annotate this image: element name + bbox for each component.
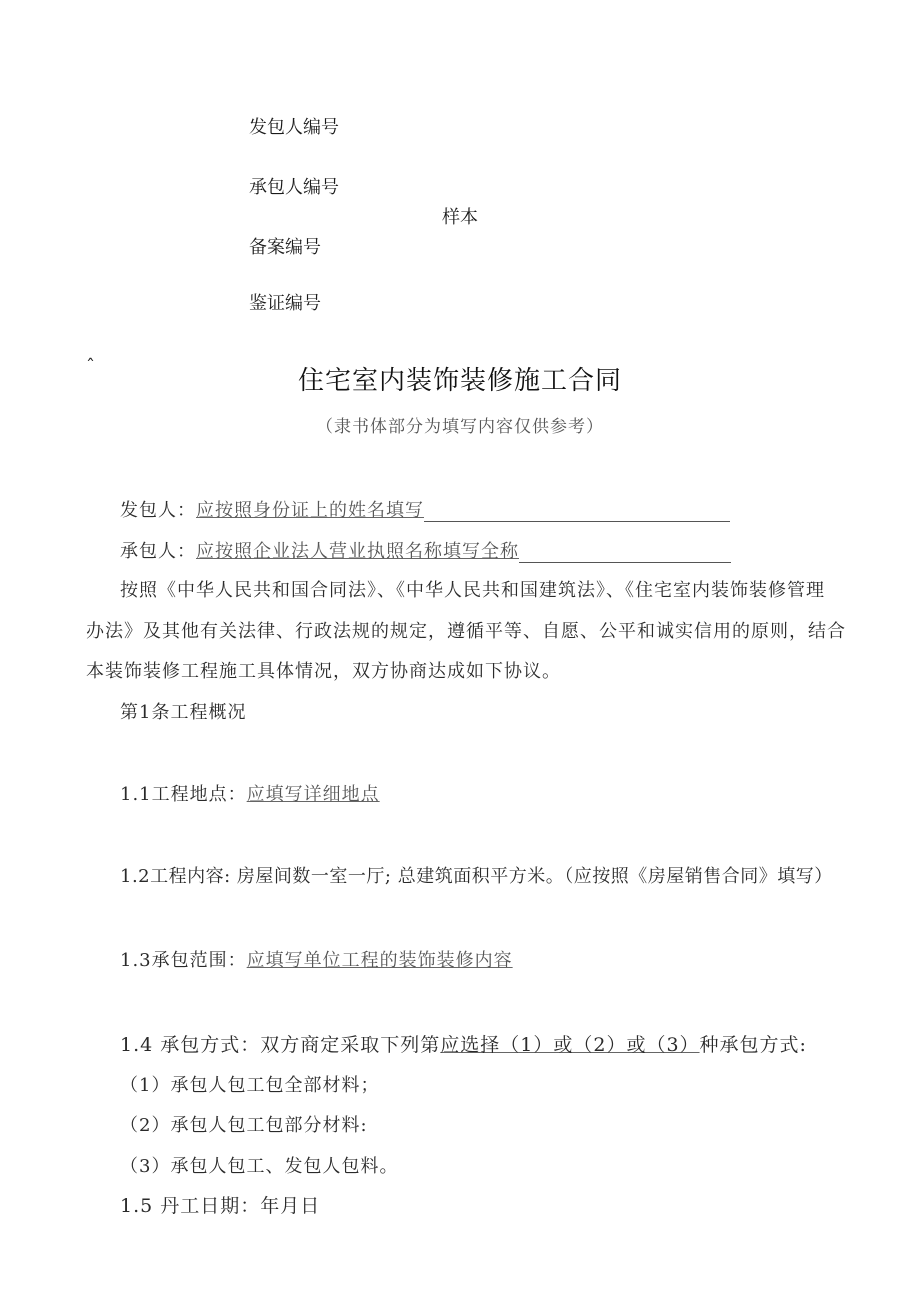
clause-1-3-label: 1.3承包范围： xyxy=(120,950,247,971)
clause-1-3-hint: 应填写单位工程的装饰装修内容 xyxy=(246,950,513,971)
intro-line-2: 办法》及其他有关法律、行政法规的规定，遵循平等、自愿、公平和诚实信用的原则，结合 xyxy=(86,621,846,642)
clause-1-4-hint: 应选择（1）或（2）或（3） xyxy=(440,1034,700,1056)
contractor-line xyxy=(120,537,731,563)
article-1-heading: 第1条工程概况 xyxy=(120,702,247,723)
clause-1-5: 1.5 丹工日期：年月日 xyxy=(120,1195,321,1217)
option-3: （3）承包人包工、发包人包料。 xyxy=(120,1156,399,1177)
intro-line-3: 本装饰装修工程施工具体情况，双方协商达成如下协议。 xyxy=(86,661,561,682)
page-subtitle: （隶书体部分为填写内容仅供参考） xyxy=(316,417,604,437)
contractor-blank-line xyxy=(519,544,731,563)
employer-fill-hint: 应按照身份证上的姓名填写 xyxy=(196,500,424,521)
employer-line xyxy=(120,496,730,522)
stray-caret: ˆ xyxy=(86,356,95,377)
clause-1-4-tail: 种承包方式: xyxy=(699,1034,807,1056)
clause-1-2: 1.2工程内容: 房屋间数一室一厅; 总建筑面积平方米。（应按照《房屋销售合同》填写） xyxy=(120,866,833,887)
clause-1-1-label: 1.1工程地点： xyxy=(120,784,247,805)
clause-1-4 xyxy=(120,1030,807,1057)
page-title: 住宅室内装饰装修施工合同 xyxy=(297,366,622,396)
employer-number-label: 发包人编号 xyxy=(249,117,339,138)
record-number-label: 备案编号 xyxy=(249,237,321,258)
clause-1-3 xyxy=(120,946,513,972)
clause-1-1-hint: 应填写详细地点 xyxy=(246,784,380,805)
contractor-number-label: 承包人编号 xyxy=(249,177,339,198)
contractor-label: 承包人： xyxy=(120,541,196,562)
employer-label: 发包人： xyxy=(120,500,196,521)
employer-blank-line xyxy=(424,503,730,522)
clause-1-4-label: 1.4 承包方式：双方商定采取下列第 xyxy=(120,1034,441,1056)
intro-line-1: 按照《中华人民共和国合同法》、《中华人民共和国建筑法》、《住宅室内装饰装修管理 xyxy=(120,580,825,601)
verification-number-label: 鉴证编号 xyxy=(249,293,321,314)
option-2: （2）承包人包工包部分材料: xyxy=(120,1115,368,1136)
option-1: （1）承包人包工包全部材料； xyxy=(120,1075,380,1096)
clause-1-1 xyxy=(120,780,380,806)
sample-mark: 样本 xyxy=(442,207,478,228)
contractor-fill-hint: 应按照企业法人营业执照名称填写全称 xyxy=(196,541,519,562)
